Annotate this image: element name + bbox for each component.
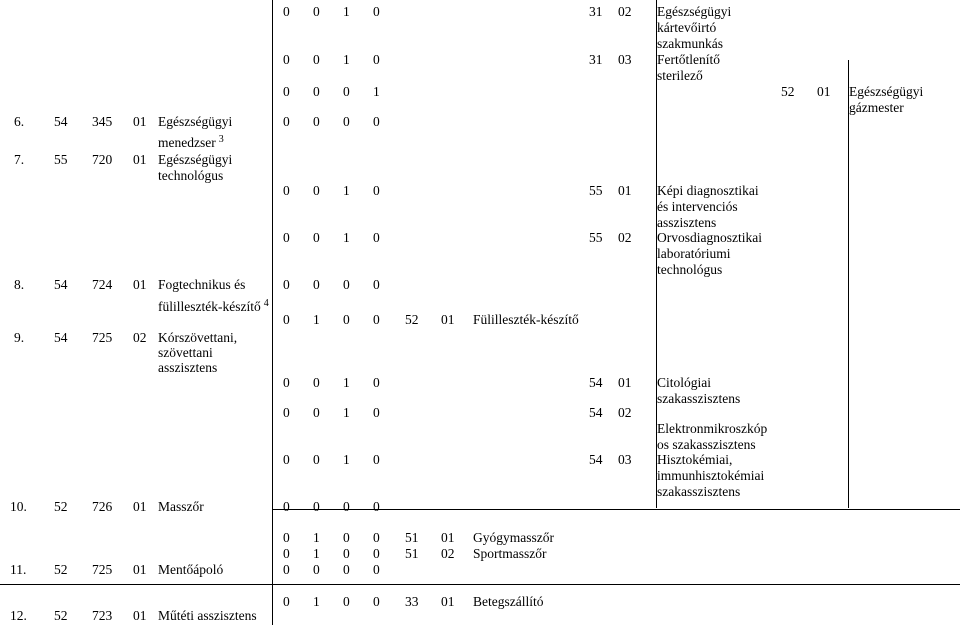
digit: 0	[313, 452, 320, 467]
occupation-name: immunhisztokémiai	[657, 468, 765, 483]
digit: 0	[373, 530, 380, 545]
digit: 0	[343, 594, 350, 609]
digit: 0	[283, 84, 290, 99]
code: 33	[405, 594, 419, 609]
item-number: 12.	[10, 608, 27, 623]
code: 55	[589, 183, 603, 198]
code: 01	[441, 312, 455, 327]
occupation-name	[158, 132, 224, 150]
occupation-name: Citológiai	[657, 375, 711, 390]
footnote-mark: 3	[218, 134, 224, 145]
code: 01	[133, 608, 147, 623]
digit: 0	[313, 375, 320, 390]
occupation-name: szakasszisztens	[657, 484, 741, 499]
occupation-name: szövettani	[158, 345, 213, 360]
digit: 0	[313, 84, 320, 99]
digit: 0	[343, 499, 350, 514]
code: 52	[781, 84, 795, 99]
code: 01	[817, 84, 831, 99]
code: 01	[133, 114, 147, 129]
digit: 1	[313, 530, 320, 545]
digit: 1	[343, 375, 350, 390]
occupation-name: Egészségügyi	[657, 4, 732, 19]
digit: 0	[373, 312, 380, 327]
code: 725	[92, 330, 113, 345]
code: 54	[589, 375, 603, 390]
digit: 0	[283, 375, 290, 390]
grid-line-v1	[272, 0, 273, 625]
digit: 0	[373, 230, 380, 245]
digit: 0	[373, 405, 380, 420]
code: 01	[618, 183, 632, 198]
code: 54	[54, 277, 68, 292]
item-number: 6.	[14, 114, 25, 129]
digit: 1	[313, 312, 320, 327]
digit: 0	[283, 52, 290, 67]
code: 52	[405, 312, 419, 327]
digit: 0	[283, 405, 290, 420]
digit: 1	[343, 4, 350, 19]
digit: 0	[313, 562, 320, 577]
digit: 0	[283, 530, 290, 545]
code: 01	[133, 277, 147, 292]
occupation-name: Képi diagnosztikai	[657, 183, 759, 198]
grid-line-h2	[0, 584, 272, 585]
digit: 0	[283, 312, 290, 327]
code: 01	[441, 594, 455, 609]
digit: 0	[313, 52, 320, 67]
digit: 0	[373, 562, 380, 577]
occupation-name: Egészségügyi	[849, 84, 924, 99]
digit: 0	[343, 530, 350, 545]
code: 31	[589, 4, 603, 19]
code: 02	[618, 230, 632, 245]
digit: 0	[343, 546, 350, 561]
code: 726	[92, 499, 113, 514]
item-number: 10.	[10, 499, 27, 514]
digit: 0	[283, 546, 290, 561]
code: 03	[618, 452, 632, 467]
code: 01	[618, 375, 632, 390]
item-number: 8.	[14, 277, 25, 292]
code: 54	[54, 330, 68, 345]
digit: 1	[313, 594, 320, 609]
digit: 1	[313, 546, 320, 561]
occupation-name: Műtéti asszisztens	[158, 608, 257, 623]
occupation-name: Masszőr	[158, 499, 204, 514]
digit: 0	[283, 230, 290, 245]
digit: 1	[343, 452, 350, 467]
digit: 0	[373, 375, 380, 390]
occupation-name: Elektronmikroszkóp	[657, 421, 768, 436]
occupation-name: Mentőápoló	[158, 562, 224, 577]
digit: 0	[283, 114, 290, 129]
code: 52	[54, 499, 68, 514]
code: 01	[441, 530, 455, 545]
occupation-name: Hisztokémiai,	[657, 452, 733, 467]
occupation-name: asszisztens	[657, 215, 717, 230]
code: 54	[589, 452, 603, 467]
digit: 0	[343, 312, 350, 327]
code: 724	[92, 277, 113, 292]
digit: 0	[373, 452, 380, 467]
digit: 0	[373, 594, 380, 609]
digit: 0	[313, 114, 320, 129]
digit: 0	[343, 114, 350, 129]
code: 720	[92, 152, 113, 167]
occupation-name: szakmunkás	[657, 36, 723, 51]
footnote-mark: 4	[263, 298, 269, 309]
occupation-name: os szakasszisztens	[657, 437, 756, 452]
digit: 0	[283, 4, 290, 19]
occupation-name: Fertőtlenítő	[657, 52, 720, 67]
occupation-name: Kórszövettani,	[158, 330, 238, 345]
digit: 0	[313, 183, 320, 198]
digit: 0	[313, 230, 320, 245]
digit: 0	[283, 183, 290, 198]
code: 51	[405, 530, 419, 545]
digit: 0	[373, 183, 380, 198]
code: 345	[92, 114, 113, 129]
item-number: 11.	[10, 562, 27, 577]
digit: 0	[373, 52, 380, 67]
code: 03	[618, 52, 632, 67]
occupation-name	[158, 296, 269, 314]
occupation-name-text: menedzser	[158, 135, 216, 150]
code: 52	[54, 608, 68, 623]
digit: 1	[343, 183, 350, 198]
digit: 1	[343, 405, 350, 420]
occupation-name: sterilező	[657, 68, 703, 83]
digit: 0	[283, 562, 290, 577]
occupation-name: Egészségügyi	[158, 152, 233, 167]
digit: 0	[283, 499, 290, 514]
occupation-name: Egészségügyi	[158, 114, 233, 129]
digit: 0	[373, 114, 380, 129]
digit: 0	[373, 546, 380, 561]
digit: 0	[283, 277, 290, 292]
occupation-name: asszisztens	[158, 360, 218, 375]
digit: 0	[373, 277, 380, 292]
digit: 0	[283, 594, 290, 609]
occupation-name: Sportmasszőr	[473, 546, 547, 561]
code: 52	[54, 562, 68, 577]
occupation-name: és intervenciós	[657, 199, 738, 214]
occupation-name: Betegszállító	[473, 594, 544, 609]
digit: 1	[343, 230, 350, 245]
digit: 0	[313, 405, 320, 420]
code: 51	[405, 546, 419, 561]
digit: 1	[343, 52, 350, 67]
code: 55	[589, 230, 603, 245]
code: 723	[92, 608, 113, 623]
code: 54	[54, 114, 68, 129]
digit: 0	[373, 4, 380, 19]
digit: 0	[313, 4, 320, 19]
occupation-name: Orvosdiagnosztikai	[657, 230, 762, 245]
grid-line-v3	[848, 60, 849, 508]
digit: 0	[343, 277, 350, 292]
item-number: 9.	[14, 330, 25, 345]
code: 725	[92, 562, 113, 577]
grid-line-h3	[272, 584, 960, 585]
item-number: 7.	[14, 152, 25, 167]
digit: 0	[343, 84, 350, 99]
occupation-name: gázmester	[849, 100, 904, 115]
code: 01	[133, 499, 147, 514]
occupation-name: Fogtechnikus és	[158, 277, 246, 292]
code: 02	[618, 4, 632, 19]
occupation-name: szakasszisztens	[657, 391, 741, 406]
code: 02	[133, 330, 147, 345]
digit: 0	[373, 499, 380, 514]
digit: 0	[313, 499, 320, 514]
digit: 0	[283, 452, 290, 467]
code: 31	[589, 52, 603, 67]
occupation-name: kártevőirtó	[657, 20, 717, 35]
occupation-name: technológus	[657, 262, 723, 277]
code: 02	[441, 546, 455, 561]
code: 02	[618, 405, 632, 420]
code: 54	[589, 405, 603, 420]
code: 01	[133, 562, 147, 577]
occupation-name: Fülilleszték-készítő	[473, 312, 579, 327]
occupation-name: laboratóriumi	[657, 246, 731, 261]
code: 01	[133, 152, 147, 167]
occupation-name-text: fülilleszték-készítő	[158, 299, 261, 314]
code: 55	[54, 152, 68, 167]
occupation-name: technológus	[158, 168, 224, 183]
digit: 0	[343, 562, 350, 577]
occupation-name: Gyógymasszőr	[473, 530, 554, 545]
digit: 1	[373, 84, 380, 99]
digit: 0	[313, 277, 320, 292]
